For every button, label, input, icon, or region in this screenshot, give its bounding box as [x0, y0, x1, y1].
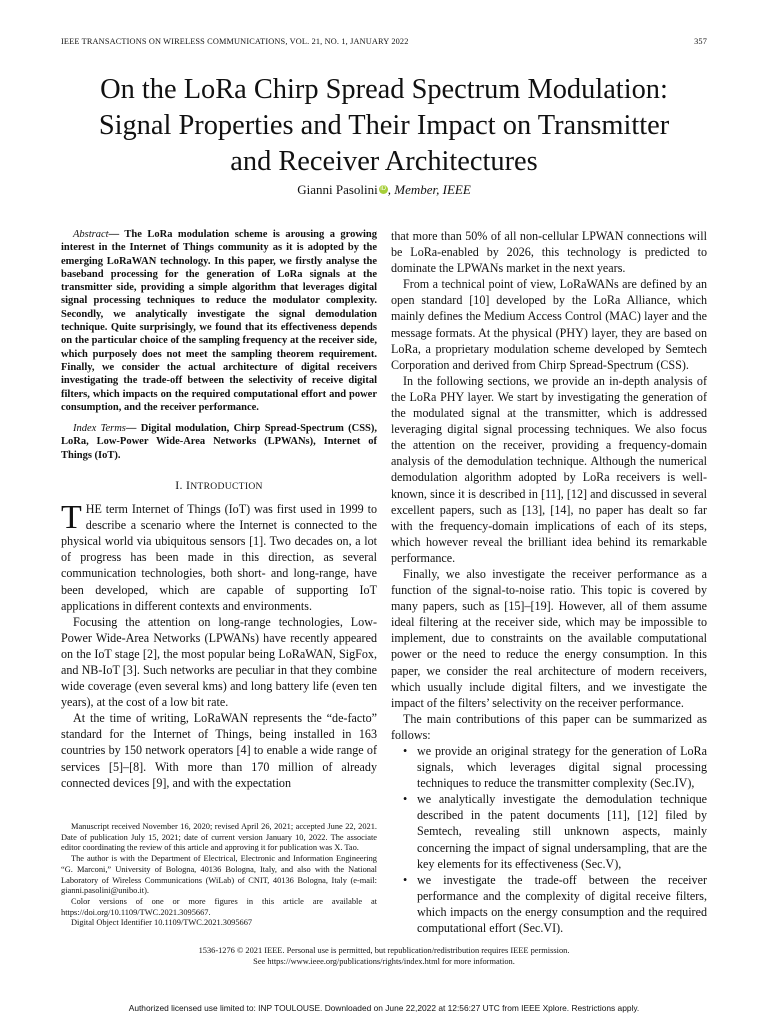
author-membership: , Member, IEEE	[387, 182, 471, 197]
author-line	[0, 182, 768, 198]
bullet-icon: •	[403, 792, 408, 807]
first-page-footnote	[61, 822, 377, 929]
journal-header: IEEE TRANSACTIONS ON WIRELESS COMMUNICATIONS, VOL. 21, NO. 1, JANUARY 2022	[61, 37, 409, 46]
body-paragraph: that more than 50% of all non-cellular LPWAN connections will be LoRa-enabled by 2026, this technology is predicted to dominate the LPWANs market in the next years.	[391, 229, 707, 276]
intro-paragraph: THE term Internet of Things (IoT) was first used in 1999 to describe a scenario where the Internet is connected to the physical world via ubiquitous sensors [1]. Two decades on, a lot of progress has been made in this direction, as several communication technologies, both short- and long-range, have been developed, which are capable of supporting IoT applications in different contexts and environments.	[61, 499, 377, 613]
bullet-icon: •	[403, 872, 408, 887]
index-terms	[61, 422, 377, 462]
right-column	[391, 228, 707, 936]
body-paragraph: Finally, we also investigate the receiver performance as a function of the signal-to-noise ratio. This topic is covered by many papers, such as [15]–[19]. However, all of them assume ideal filtering at the receiver side, which may be impossible to implement, due to constraints on the available computational power or the need to reduce the energy consumption. In this paper, we consider the real architecture of modern receivers, which usually include digital filters, and we investigate the impact of the filters’ selectivity on the receiver performance.	[391, 566, 707, 710]
footnote-manuscript: Manuscript received November 16, 2020; revised April 26, 2021; accepted June 22, 2021. Date of publication July 15, 2021; date of current version January 10, 2022. The associate editor coordinating the review of this article and approving it for publication was X. Tao.	[61, 822, 377, 853]
index-terms-lead: Index Terms	[73, 423, 126, 435]
footnote-doi: Digital Object Identifier 10.1109/TWC.2021.3095667	[71, 918, 253, 928]
copyright-notice	[0, 946, 768, 967]
contributions-list	[391, 743, 707, 936]
list-item: • we provide an original strategy for the generation of LoRa signals, which leverages digital signal processing techniques to reduce the transmitter complexity (Sec.IV),	[403, 744, 707, 791]
title-line: Signal Properties and Their Impact on Transmitter	[98, 110, 670, 141]
orcid-icon[interactable]: iD	[380, 186, 387, 192]
abstract	[61, 228, 377, 414]
title-line: On the LoRa Chirp Spread Spectrum Modulation:	[100, 74, 668, 105]
abstract-text: — The LoRa modulation scheme is arousing a growing interest in the Internet of Things community as it is adopted by the emerging LoRaWAN technology. In this paper, we firstly analyse the baseband processing for the generation of LoRa signals at the transmitter side, providing a simple algorithm that leverages digital signal processing techniques to reduce the modulator complexity. Secondly, we analytically investigate the signal demodulation technique. Quite surprisingly, we found that its effectiveness depends on the particular choice of the sampling frequency at the receiver side, which purposely does not meet the sampling theorem requirement. Finally, we consider the actual architecture of digital receivers investigating the trade-off between the selectivity of receive digital filters, which impacts on the required computational effort and power consumption, and the receiver performance.	[61, 229, 377, 413]
list-item: • we analytically investigate the demodulation technique described in the patent documents [11], [12] filed by Semtech, revealing still unknown aspects, mainly concerning the impact of signal undersampling, that are the key elements for its effectiveness (Sec.V),	[403, 792, 707, 871]
list-item: • we investigate the trade-off between the receiver performance and the complexity of digital receive filters, which impacts on the energy consumption and the required computational effort (Sec.VI).	[403, 872, 707, 936]
footnote-affiliation: The author is with the Department of Electrical, Electronic and Information Engineering “G. Marconi,” University of Bologna, 40136 Bologna, Italy, and also with the National Laboratory of Wireless Communications (WiLab) of CNIT, 40136 Bologna, Italy (e-mail: gianni.pasolini@unibo.it).	[61, 854, 377, 896]
copyright-line: 1536-1276 © 2021 IEEE. Personal use is permitted, but republication/redistribution requires IEEE permission.	[198, 946, 570, 955]
dropcap: T	[61, 499, 82, 537]
intro-body	[61, 501, 377, 791]
intro-paragraph: Focusing the attention on long-range technologies, Low-Power Wide-Area Networks (LPWANs) have recently appeared on the IoT stage [2], the most popular being LoRaWAN, SigFox, and NB-IoT [3]. Such networks are peculiar in that they combine wide coverage (even several kms) and long battery life (even ten years), at the cost of a low bit rate.	[61, 614, 377, 710]
body-paragraph: From a technical point of view, LoRaWANs are defined by an open standard [10] developed by the LoRa Alliance, which mainly defines the Medium Access Control (MAC) layer and the message formats. At the physical (PHY) layer, they are based on LoRa, a proprietary modulation scheme developed by Semtech Corporation and derived from Chirp Spread-Spectrum (CSS).	[391, 277, 707, 372]
abstract-lead: Abstract	[73, 229, 109, 240]
running-header	[61, 37, 707, 51]
left-column	[61, 228, 377, 791]
bullet-icon: •	[403, 744, 408, 758]
body-paragraph: The main contributions of this paper can be summarized as follows:	[391, 711, 707, 742]
index-terms-text: — Digital modulation, Chirp Spread-Spectrum (CSS), LoRa, Low-Power Wide-Area Networks (LPWANs), Internet of Things (IoT).	[61, 423, 378, 461]
footnote-color: Color versions of one or more figures in this article are available at https://doi.org/10.1109/TWC.2021.3095667.	[61, 896, 377, 917]
paper-title	[40, 72, 728, 180]
page-number: 357	[694, 37, 707, 46]
title-line: and Receiver Architectures	[230, 146, 538, 177]
author-name: Gianni Pasolini	[297, 182, 378, 197]
license-notice: Authorized licensed use limited to: INP TOULOUSE. Downloaded on June 22,2022 at 12:56:27 UTC from IEEE Xplore. Restrictions apply.	[128, 1003, 640, 1013]
body-paragraph: In the following sections, we provide an in-depth analysis of the LoRa PHY layer. We start by investigating the generation of the modulated signal at the transmitter, which is addressed leveraging digital signal processing techniques. We also focus the attention on the receiver, providing a frequency-domain analysis of the demodulation technique. Although the numerical demodulation algorithm adopted by LoRa receivers is well-known, since it is described in [11], [12] and discussed in several excellent papers, such as [13], [14], no paper has dealt so far with the frequency-domain implications of each of its steps, which however reveal the brilliant idea behind its remarkable performance.	[391, 373, 707, 565]
copyright-line: See https://www.ieee.org/publications/rights/index.html for more information.	[253, 956, 515, 966]
intro-paragraph: At the time of writing, LoRaWAN represents the “de-facto” standard for the Internet of Things, being installed in 163 countries by 150 network operators [4] to enable a wide range of services [5]–[8]. With more than 170 million of already connected devices [9], and with the expectation	[61, 711, 377, 790]
section-heading-introduction: I. INTRODUCTION	[175, 478, 263, 493]
